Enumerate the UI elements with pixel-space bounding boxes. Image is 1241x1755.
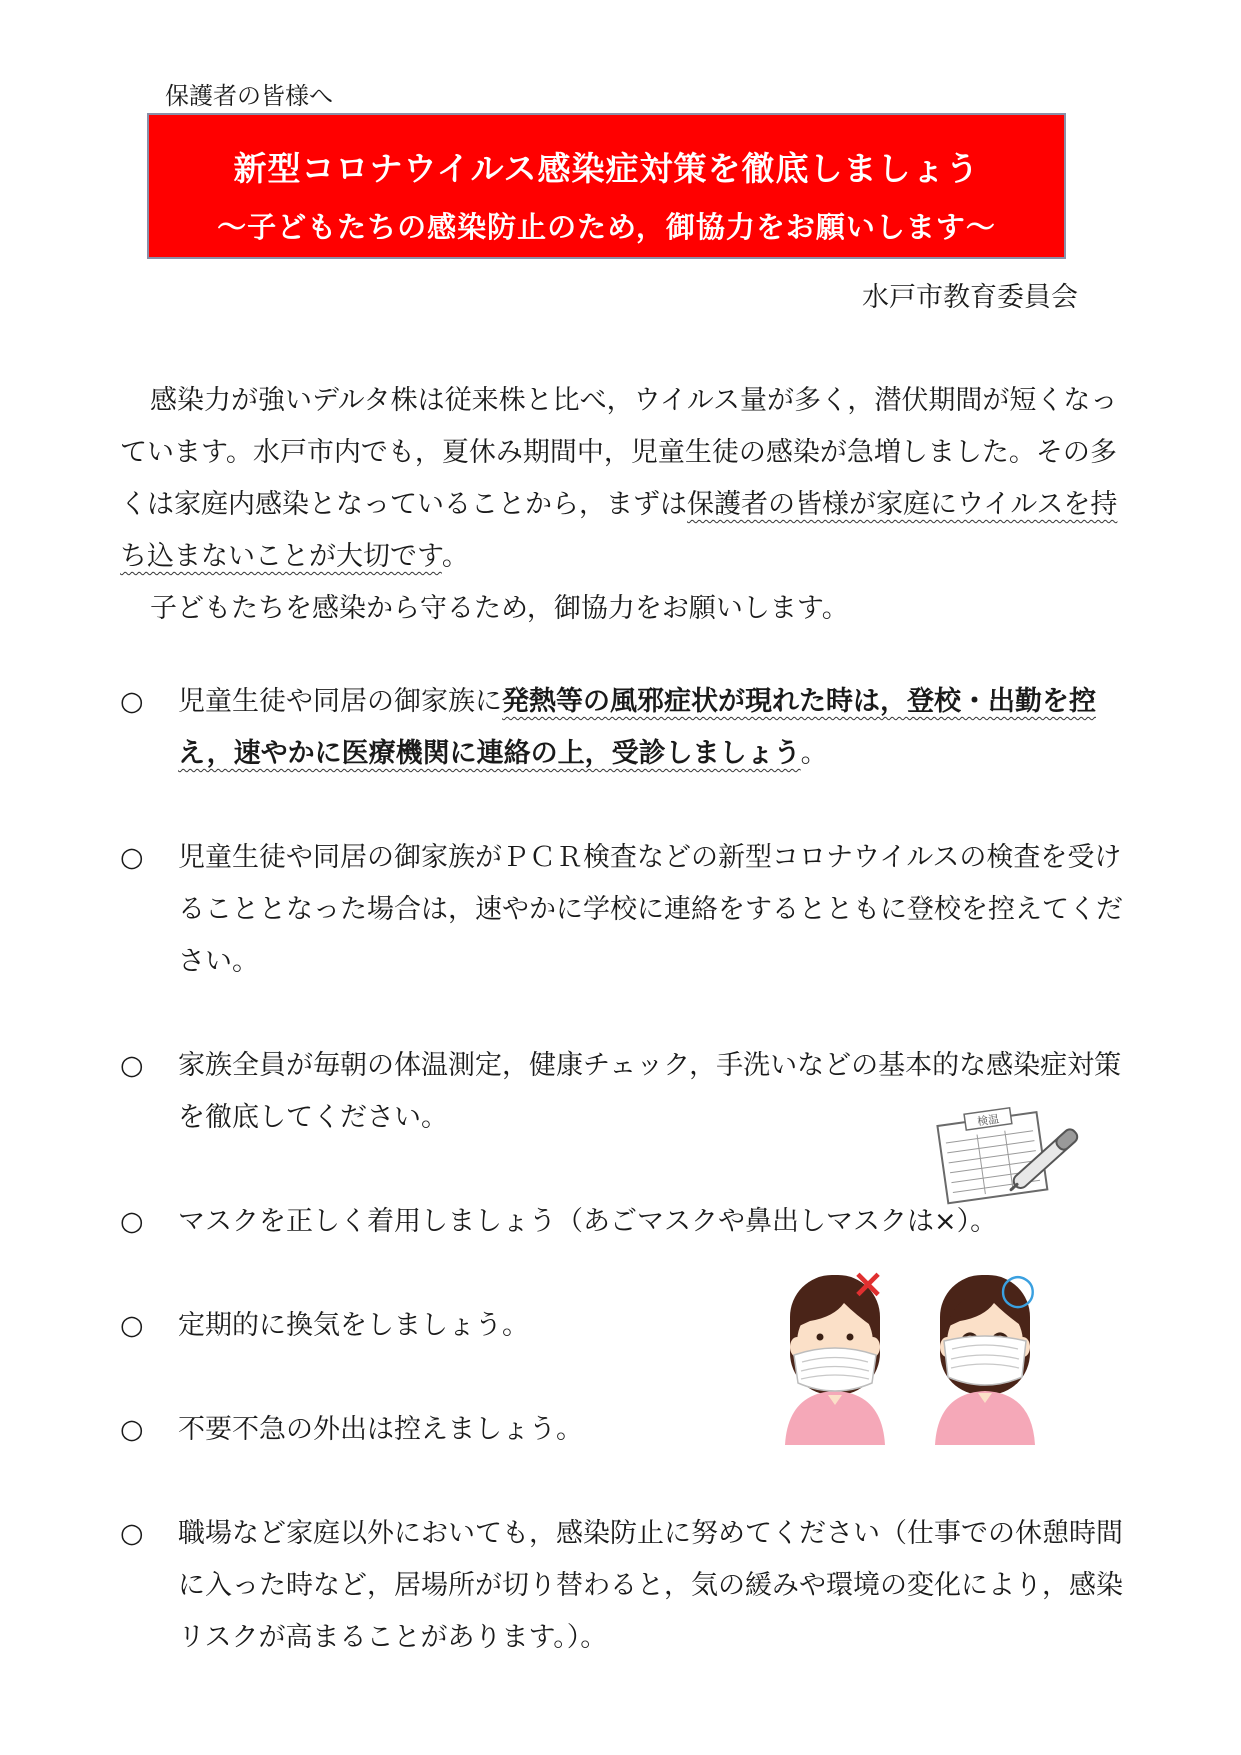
bullet: ○ (120, 1050, 144, 1081)
list-item: ○ マスクを正しく着用しましょう（あごマスクや鼻出しマスクは×）。 (120, 1196, 1130, 1248)
right-mark: ○ (999, 1265, 1037, 1313)
checklist-heading: 検温 (976, 1112, 1000, 1129)
intro-emphasis: 保護者の皆様が家庭にウイルスを持ち込まないことが大切です (120, 489, 1118, 572)
list-item: ○ 児童生徒や同居の御家族に発熱等の風邪症状が現れた時は，登校・出勤を控え，速やかに医療機関に連絡の上，受診しましょう。 (120, 676, 1130, 780)
bullet: ○ (120, 1310, 144, 1341)
title-banner (147, 113, 1066, 259)
banner-title: 新型コロナウイルス感染症対策を徹底しましょう (233, 149, 980, 188)
bullet: ○ (120, 1414, 144, 1445)
banner-subtitle: ～子どもたちの感染防止のため，御協力をお願いします～ (217, 210, 996, 244)
intro-text-2: 子どもたちを感染から守るため，御協力をお願いします。 (150, 593, 849, 624)
list-item: ○ 家族全員が毎朝の体温測定，健康チェック，手洗いなどの基本的な感染症対策を徹底してください。 (120, 1040, 1130, 1144)
intro-text-1: 感染力が強いデルタ株は従来株と比べ，ウイルス量が多く，潜伏期間が短くなっています。水戸市内でも，夏休み期間中，児童生徒の感染が急増しました。その多くは家庭内感染となっていることから，まずは保護者の皆様が家庭にウイルスを持ち込まないことが大切です。 (120, 385, 1118, 572)
addressee: 保護者の皆様へ (165, 82, 333, 110)
issuer: 水戸市教育委員会 (862, 282, 1078, 313)
intro-paragraph (120, 375, 1140, 635)
list-item: ○ 定期的に換気をしましょう。 (120, 1300, 1130, 1352)
mask-girls-illustration (770, 1265, 1060, 1449)
list-item: ○ 不要不急の外出は控えましょう。 (120, 1404, 1130, 1456)
list-item: ○ 職場など家庭以外においても，感染防止に努めてください（仕事での休憩時間に入った時など，居場所が切り替わると，気の緩みや環境の変化により，感染リスクが高まることがあります。）。 (120, 1508, 1130, 1664)
bullet: ○ (120, 842, 144, 873)
bullet: ○ (120, 1206, 144, 1237)
bullet: ○ (120, 1518, 144, 1549)
health-checklist-icon (930, 1105, 1090, 1209)
wrong-mark: × (851, 1265, 885, 1307)
item-emphasis: 発熱等の風邪症状が現れた時は，登校・出勤を控え，速やかに医療機関に連絡の上，受診しましょう (178, 686, 1096, 769)
bullet: ○ (120, 686, 144, 717)
list-item: ○ 児童生徒や同居の御家族がＰＣＲ検査などの新型コロナウイルスの検査を受けることとなった場合は，速やかに学校に連絡をするとともに登校を控えてください。 (120, 832, 1130, 988)
